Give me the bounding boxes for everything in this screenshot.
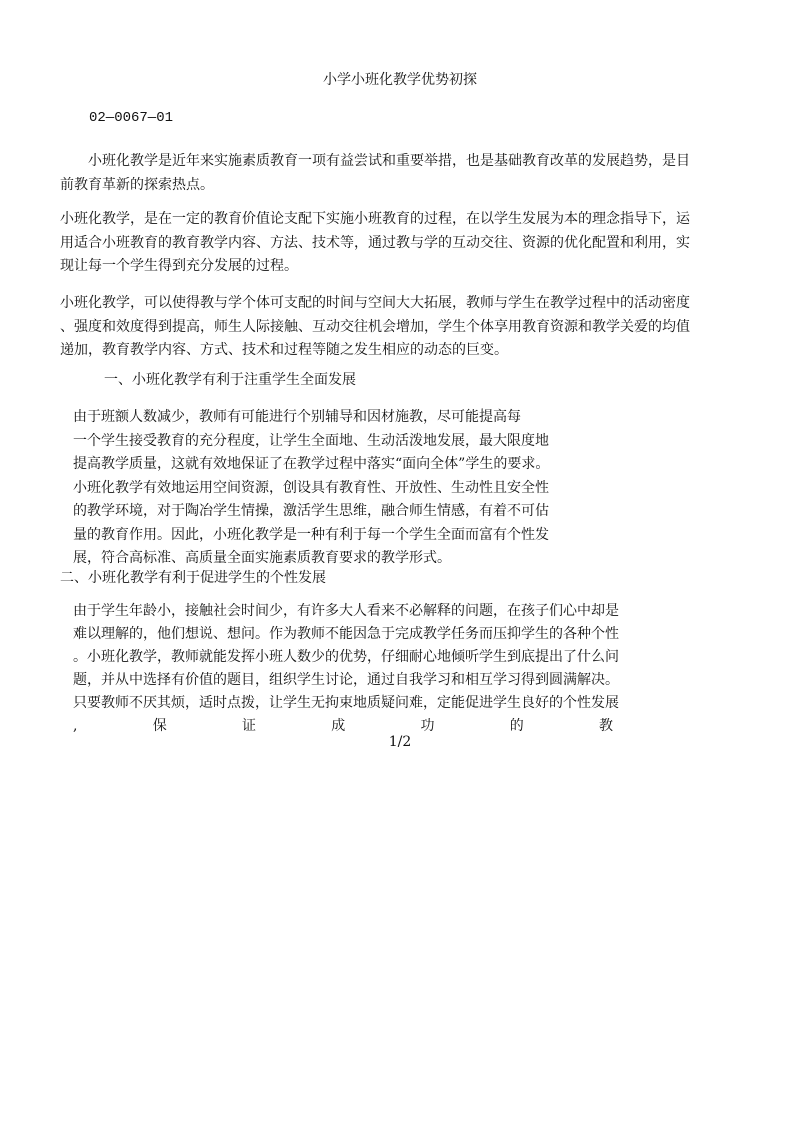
paragraph-line: 小班化教学有效地运用空间资源，创设具有教育性、开放性、生动性且安全性 [73, 479, 549, 496]
paragraph-benefits [60, 292, 760, 363]
paragraph-line: 展，符合高标准、高质量全面实施素质教育要求的教学形式。 [73, 550, 451, 566]
justified-char: , [73, 718, 78, 734]
paragraph-line: 量的教育作用。因此，小班化教学是一种有利于每一个学生全面而富有个性发 [73, 526, 549, 543]
paragraph-section-2 [73, 600, 673, 738]
paragraph-line: 由于班额人数减少，教师有可能进行个别辅导和因材施教，尽可能提高每 [73, 409, 521, 425]
paragraph-line: 。小班化教学，教师就能发挥小班人数少的优势，仔细耐心地倾听学生到底提出了什么问 [73, 649, 619, 665]
section-heading-1: 一、小班化教学有利于注重学生全面发展 [104, 372, 356, 388]
paragraph-line: 由于学生年龄小，接触社会时间少，有许多大人看来不必解释的问题，在孩子们心中却是 [73, 603, 619, 619]
paragraph-line: 递加，教育教学内容、方式、技术和过程等随之发生相应的动态的巨变。 [60, 342, 508, 358]
paragraph-intro [60, 150, 760, 197]
paragraph-line: 小班化教学，可以使得教与学个体可支配的时间与空间大大拓展，教师与学生在教学过程中的活动密度 [60, 295, 690, 311]
paragraph-line: 、强度和效度得到提高，师生人际接触、互动交往机会增加，学生个体享用教育资源和教学关爱的均值 [60, 318, 690, 335]
section-heading-2: 二、小班化教学有利于促进学生的个性发展 [60, 570, 326, 586]
page-number: 1/2 [388, 734, 412, 750]
paragraph-line: 用适合小班教育的教育教学内容、方法、技术等，通过教与学的互动交往、资源的优化配置和利用，实 [60, 234, 690, 251]
paragraph-definition [60, 208, 760, 279]
justified-char: 的 [509, 718, 524, 734]
paragraph-line: 只要教师不厌其烦，适时点拨，让学生无拘束地质疑问难，定能促进学生良好的个性发展 [73, 695, 619, 711]
justified-char: 成 [331, 718, 346, 734]
paragraph-line: 现让每一个学生得到充分发展的过程。 [60, 258, 298, 274]
paragraph-section-1 [73, 406, 603, 571]
document-title: 小学小班化教学优势初探 [323, 72, 477, 88]
paragraph-line: 小班化教学，是在一定的教育价值论支配下实施小班教育的过程，在以学生发展为本的理念指导下，运 [60, 211, 690, 227]
justified-char: 证 [241, 718, 256, 734]
justified-char: 功 [420, 718, 435, 734]
paragraph-line: 一个学生接受教育的充分程度，让学生全面地、生动活泼地发展，最大限度地 [73, 432, 549, 449]
justified-char: 保 [152, 718, 167, 734]
paragraph-line: 前教育革新的探索热点。 [60, 176, 214, 193]
paragraph-line: 难以理解的，他们想说、想问。作为教师不能因急于完成教学任务而压抑学生的各种个性 [73, 626, 619, 642]
paragraph-line: 提高教学质量，这就有效地保证了在教学过程中落实“面向全体”学生的要求。 [73, 456, 550, 472]
paragraph-line: 题，并从中选择有价值的题目，组织学生讨论，通过自我学习和相互学习得到圆满解决。 [73, 672, 619, 688]
paragraph-line: 的教学环境，对于陶冶学生情操，激活学生思维，融合师生情感，有着不可估 [73, 503, 549, 519]
justified-char: 教 [598, 718, 613, 734]
document-code: 02—0067—01 [89, 110, 174, 126]
paragraph-line: 小班化教学是近年来实施素质教育一项有益尝试和重要举措，也是基础教育改革的发展趋势，是目 [88, 153, 690, 169]
